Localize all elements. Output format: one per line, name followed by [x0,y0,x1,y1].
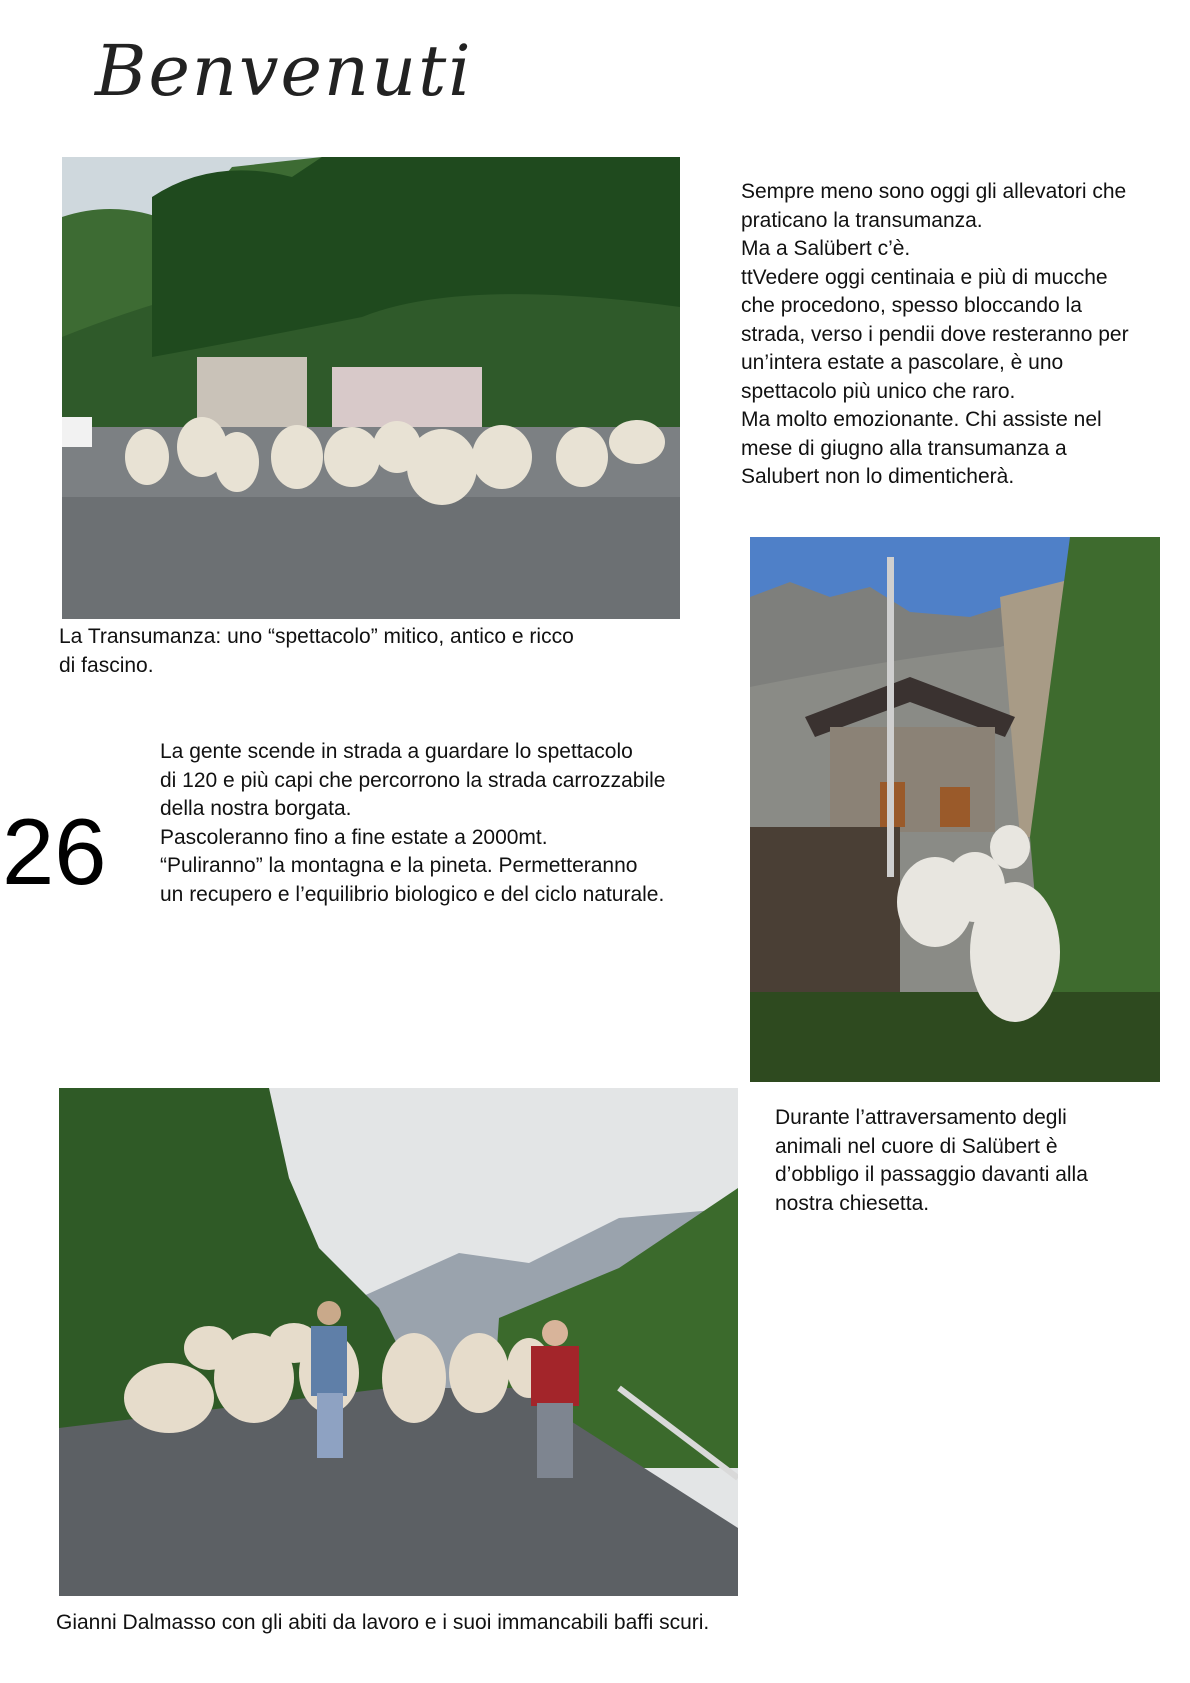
page-title: Benvenuti [95,30,473,112]
intro-line: un’intera estate a pascolare, è uno [741,351,1064,374]
caption-line: animali nel cuore di Salübert è [775,1134,1058,1158]
intro-line: praticano la transumanza. [741,208,983,232]
intro-line: strada, verso i pendii dove resteranno per [741,322,1129,346]
page-number: 26 [2,799,107,904]
caption-line: della nostra borgata. [160,797,352,820]
intro-line: Ma a Salübert c’è. [741,237,911,260]
caption-line: di fascino. [59,653,154,677]
caption-line: La Transumanza: uno “spettacolo” mitico, antico e ricco [59,625,574,648]
intro-line: che procedono, spesso bloccando la [741,294,1082,317]
photo-herders-road [59,1088,738,1596]
intro-line: ttVedere oggi centinaia e più di mucche [741,265,1108,289]
intro-line: Ma molto emozionante. Chi assiste nel [741,408,1102,431]
photo3-caption [56,1609,709,1638]
caption-line: un recupero e l’equilibrio biologico e del ciclo naturale. [160,882,665,906]
photo-cows-village [750,537,1160,1082]
caption-line: di 120 e più capi che percorrono la strada carrozzabile [160,768,666,792]
photo-cows-parking [62,157,680,619]
caption-line: “Puliranno” la montagna e la pineta. Permetteranno [160,854,638,877]
caption-line: d’obbligo il passaggio davanti alla [775,1163,1088,1186]
caption-line: Pascoleranno fino a fine estate a 2000mt. [160,825,548,849]
intro-text [741,178,1129,492]
intro-line: Sempre meno sono oggi gli allevatori che [741,180,1127,203]
photo1-caption [59,623,574,680]
intro-line: mese di giugno alla transumanza a [741,436,1067,460]
caption-line: Gianni Dalmasso con gli abiti da lavoro e i suoi immancabili baffi scuri. [56,1611,710,1634]
middle-caption [160,738,665,909]
caption-line: La gente scende in strada a guardare lo spettacolo [160,740,633,763]
intro-line: spettacolo più unico che raro. [741,379,1016,403]
caption-line: nostra chiesetta. [775,1191,930,1215]
intro-line: Salubert non lo dimenticherà. [741,465,1015,488]
photo2-caption [775,1104,1088,1218]
caption-line: Durante l’attraversamento degli [775,1106,1067,1129]
